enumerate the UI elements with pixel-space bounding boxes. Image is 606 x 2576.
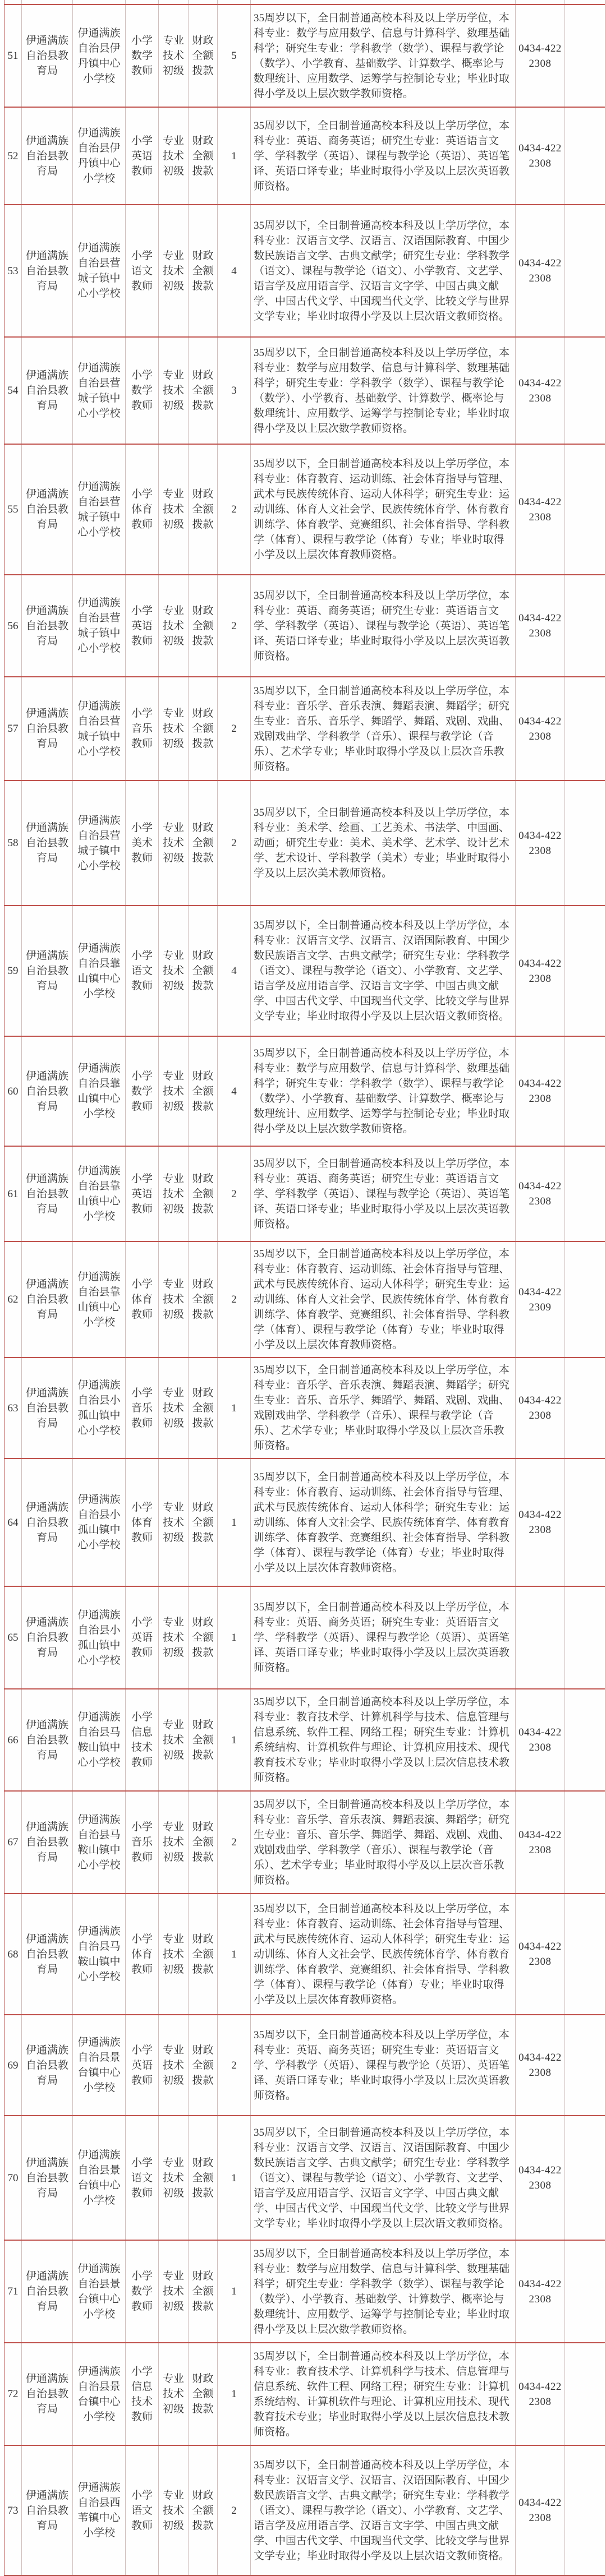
cell-remark-empty <box>565 1894 605 2015</box>
cell-position: 小学语文教师 <box>126 205 159 337</box>
cell-phone: 0434-4222308 <box>516 1458 565 1586</box>
cell-requirements: 35周岁以下，全日制普通高校本科及以上学历学位，本科专业：英语、商务英语；研究生专业：英语语言文学、学科教学（英语）、课程与教学论（英语）、英语笔译、英语口译专业；毕业时取得小学及以上层次英语教师资格。 <box>251 107 516 205</box>
cell-employer: 伊通满族自治县教育局 <box>22 906 73 1036</box>
cell-school: 伊通满族自治县营城子镇中心小学校 <box>73 205 126 337</box>
table-row <box>4 2343 605 2445</box>
cell-job-level: 专业技术初级 <box>159 2116 189 2240</box>
cell-headcount: 2 <box>218 781 251 906</box>
cell-employer: 伊通满族自治县教育局 <box>22 1458 73 1586</box>
cell-row-number: 54 <box>4 337 22 444</box>
cell-job-level: 专业技术初级 <box>159 205 189 337</box>
partial-cell <box>218 0 251 4</box>
cell-remark-empty <box>565 107 605 205</box>
cell-position: 小学英语教师 <box>126 575 159 677</box>
cell-school: 伊通满族自治县营城子镇中心小学校 <box>73 575 126 677</box>
cell-phone: 0434-4222308 <box>516 1791 565 1894</box>
partial-cell <box>516 0 565 4</box>
cell-requirements: 35周岁以下，全日制普通高校本科及以上学历学位，本科专业：教育技术学、计算机科学与技术、信息管理与信息系统、软件工程、网络工程；研究生专业：计算机系统结构、计算机软件与理论、计算机应用技术、现代教育技术专业；毕业时取得小学及以上层次信息技术教师资格。 <box>251 1689 516 1791</box>
cell-requirements: 35周岁以下，全日制普通高校本科及以上学历学位，本科专业：体育教育、运动训练、社会体育指导与管理、武术与民族传统体育、运动人体科学；研究生专业：运动训练、体育人文社会学、民族传统体育学、体育教育训练学、体育教学、竞赛组织、社会体育指导、学科教学（体育）、课程与教学论（体育）专业；毕业时取得小学及以上层次体育教师资格。 <box>251 444 516 575</box>
cell-school: 伊通满族自治县景台镇中心小学校 <box>73 2240 126 2343</box>
cell-remark-empty <box>565 781 605 906</box>
cell-requirements: 35周岁以下，全日制普通高校本科及以上学历学位，本科专业：体育教育、运动训练、社会体育指导与管理、武术与民族传统体育、运动人体科学；研究生专业：运动训练、体育人文社会学、民族传统体育学、体育教育训练学、体育教学、竞赛组织、社会体育指导、学科教学（体育）、课程与教学论（体育）专业；毕业时取得小学及以上层次体育教师资格。 <box>251 1241 516 1358</box>
cell-school: 伊通满族自治县靠山镇中心小学校 <box>73 1241 126 1358</box>
cell-position: 小学英语教师 <box>126 2015 159 2116</box>
cell-school: 伊通满族自治县马鞍山镇中心小学校 <box>73 1894 126 2015</box>
table-row <box>4 677 605 781</box>
partial-row-top <box>4 0 605 4</box>
cell-school: 伊通满族自治县靠山镇中心小学校 <box>73 1036 126 1146</box>
cell-phone: 0434-4222308 <box>516 337 565 444</box>
cell-requirements: 35周岁以下，全日制普通高校本科及以上学历学位，本科专业：英语、商务英语；研究生专业：英语语言文学、学科教学（英语）、课程与教学论（英语）、英语笔译、英语口译专业；毕业时取得小学及以上层次英语教师资格。 <box>251 1586 516 1689</box>
cell-row-number: 73 <box>4 2445 22 2575</box>
cell-employer: 伊通满族自治县教育局 <box>22 107 73 205</box>
partial-cell <box>159 0 189 4</box>
cell-row-number: 71 <box>4 2240 22 2343</box>
cell-position: 小学音乐教师 <box>126 1358 159 1458</box>
cell-funding-type: 财政全额拨款 <box>189 906 218 1036</box>
cell-position: 小学信息技术教师 <box>126 2343 159 2445</box>
cell-position: 小学美术教师 <box>126 781 159 906</box>
cell-requirements: 35周岁以下，全日制普通高校本科及以上学历学位，本科专业：英语、商务英语；研究生专业：英语语言文学、学科教学（英语）、课程与教学论（英语）、英语笔译、英语口译专业；毕业时取得小学及以上层次英语教师资格。 <box>251 1146 516 1241</box>
cell-school: 伊通满族自治县西苇镇中心小学校 <box>73 2445 126 2575</box>
cell-phone: 0434-4222308 <box>516 205 565 337</box>
cell-remark-empty <box>565 4 605 107</box>
partial-cell <box>189 0 218 4</box>
cell-employer: 伊通满族自治县教育局 <box>22 1146 73 1241</box>
cell-phone: 0434-4222308 <box>516 2445 565 2575</box>
cell-headcount: 1 <box>218 1458 251 1586</box>
cell-row-number: 56 <box>4 575 22 677</box>
cell-requirements: 35周岁以下，全日制普通高校本科及以上学历学位，本科专业：汉语言文学、汉语言、汉语国际教育、中国少数民族语言文学、古典文献学；研究生专业：学科教学（语文）、课程与教学论（语文）、小学教育、文艺学、语言学及应用语言学、汉语言文字学、中国古典文献学、中国古代文学、中国现当代文学、比较文学与世界文学专业；毕业时取得小学及以上层次语文教师资格。 <box>251 205 516 337</box>
cell-remark-empty <box>565 2445 605 2575</box>
cell-position: 小学数学教师 <box>126 1036 159 1146</box>
cell-school: 伊通满族自治县营城子镇中心小学校 <box>73 677 126 781</box>
cell-remark-empty <box>565 575 605 677</box>
cell-requirements: 35周岁以下，全日制普通高校本科及以上学历学位，本科专业：汉语言文学、汉语言、汉语国际教育、中国少数民族语言文学、古典文献学；研究生专业：学科教学（语文）、课程与教学论（语文）、小学教育、文艺学、语言学及应用语言学、汉语言文字学、中国古典文献学、中国古代文学、中国现当代文学、比较文学与世界文学专业；毕业时取得小学及以上层次语文教师资格。 <box>251 2445 516 2575</box>
cell-funding-type: 财政全额拨款 <box>189 2343 218 2445</box>
cell-remark-empty <box>565 1586 605 1689</box>
cell-funding-type: 财政全额拨款 <box>189 107 218 205</box>
cell-headcount: 1 <box>218 1586 251 1689</box>
table-row <box>4 1358 605 1458</box>
cell-job-level: 专业技术初级 <box>159 677 189 781</box>
cell-phone: 0434-4222308 <box>516 781 565 906</box>
cell-job-level: 专业技术初级 <box>159 4 189 107</box>
cell-phone: 0434-4222308 <box>516 444 565 575</box>
cell-employer: 伊通满族自治县教育局 <box>22 2343 73 2445</box>
cell-position: 小学音乐教师 <box>126 677 159 781</box>
cell-school: 伊通满族自治县靠山镇中心小学校 <box>73 906 126 1036</box>
cell-row-number: 66 <box>4 1689 22 1791</box>
cell-row-number: 63 <box>4 1358 22 1458</box>
cell-headcount: 2 <box>218 1146 251 1241</box>
cell-phone: 0434-4222308 <box>516 2015 565 2116</box>
cell-requirements: 35周岁以下，全日制普通高校本科及以上学历学位，本科专业：美术学、绘画、工艺美术、书法学、中国画、动画；研究生专业：美术、美术学、艺术学、设计艺术学、艺术设计、学科教学（美术）专业；毕业时取得小学及以上层次美术教师资格。 <box>251 781 516 906</box>
cell-employer: 伊通满族自治县教育局 <box>22 1894 73 2015</box>
cell-headcount: 2 <box>218 575 251 677</box>
cell-school: 伊通满族自治县马鞍山镇中心小学校 <box>73 1791 126 1894</box>
cell-funding-type: 财政全额拨款 <box>189 2445 218 2575</box>
cell-funding-type: 财政全额拨款 <box>189 4 218 107</box>
cell-funding-type: 财政全额拨款 <box>189 205 218 337</box>
cell-phone: 0434-4222308 <box>516 2343 565 2445</box>
cell-phone: 0434-4222308 <box>516 906 565 1036</box>
cell-phone: 0434-4222308 <box>516 677 565 781</box>
cell-row-number: 72 <box>4 2343 22 2445</box>
cell-phone: 0434-4222308 <box>516 2116 565 2240</box>
cell-headcount: 1 <box>218 2240 251 2343</box>
cell-row-number: 58 <box>4 781 22 906</box>
cell-row-number: 61 <box>4 1146 22 1241</box>
cell-headcount: 2 <box>218 2015 251 2116</box>
cell-requirements: 35周岁以下，全日制普通高校本科及以上学历学位，本科专业：体育教育、运动训练、社会体育指导与管理、武术与民族传统体育、运动人体科学；研究生专业：运动训练、体育人文社会学、民族传统体育学、体育教育训练学、体育教学、竞赛组织、社会体育指导、学科教学（体育）、课程与教学论（体育）专业；毕业时取得小学及以上层次体育教师资格。 <box>251 1894 516 2015</box>
cell-employer: 伊通满族自治县教育局 <box>22 2445 73 2575</box>
cell-funding-type: 财政全额拨款 <box>189 1458 218 1586</box>
cell-remark-empty <box>565 2015 605 2116</box>
cell-job-level: 专业技术初级 <box>159 2015 189 2116</box>
cell-headcount: 2 <box>218 2445 251 2575</box>
cell-requirements: 35周岁以下，全日制普通高校本科及以上学历学位，本科专业：音乐学、音乐表演、舞蹈表演、舞蹈学；研究生专业：音乐、音乐学、舞蹈学、舞蹈、戏剧、戏曲、戏剧戏曲学、学科教学（音乐）、课程与教学论（音乐）、艺术学专业；毕业时取得小学及以上层次音乐教师资格。 <box>251 677 516 781</box>
cell-headcount: 2 <box>218 1241 251 1358</box>
cell-employer: 伊通满族自治县教育局 <box>22 1791 73 1894</box>
table-row <box>4 575 605 677</box>
table-row <box>4 1894 605 2015</box>
cell-school: 伊通满族自治县小孤山镇中心小学校 <box>73 1586 126 1689</box>
cell-row-number: 62 <box>4 1241 22 1358</box>
cell-remark-empty <box>565 677 605 781</box>
cell-employer: 伊通满族自治县教育局 <box>22 1241 73 1358</box>
cell-employer: 伊通满族自治县教育局 <box>22 444 73 575</box>
cell-job-level: 专业技术初级 <box>159 1241 189 1358</box>
table-row <box>4 1689 605 1791</box>
cell-remark-empty <box>565 337 605 444</box>
cell-employer: 伊通满族自治县教育局 <box>22 781 73 906</box>
cell-employer: 伊通满族自治县教育局 <box>22 2116 73 2240</box>
cell-row-number: 60 <box>4 1036 22 1146</box>
cell-phone: 0434-4222308 <box>516 107 565 205</box>
cell-headcount: 1 <box>218 1358 251 1458</box>
cell-position: 小学体育教师 <box>126 1241 159 1358</box>
table-row <box>4 2240 605 2343</box>
cell-position: 小学英语教师 <box>126 1146 159 1241</box>
cell-remark-empty <box>565 1358 605 1458</box>
cell-funding-type: 财政全额拨款 <box>189 1036 218 1146</box>
cell-headcount: 1 <box>218 1894 251 2015</box>
cell-school: 伊通满族自治县小孤山镇中心小学校 <box>73 1358 126 1458</box>
cell-funding-type: 财政全额拨款 <box>189 1894 218 2015</box>
cell-funding-type: 财政全额拨款 <box>189 2116 218 2240</box>
cell-position: 小学数学教师 <box>126 337 159 444</box>
cell-phone: 0434-4222308 <box>516 1036 565 1146</box>
table-row <box>4 444 605 575</box>
cell-job-level: 专业技术初级 <box>159 781 189 906</box>
cell-position: 小学体育教师 <box>126 1894 159 2015</box>
cell-position: 小学语文教师 <box>126 2116 159 2240</box>
cell-job-level: 专业技术初级 <box>159 2445 189 2575</box>
table-row <box>4 906 605 1036</box>
cell-employer: 伊通满族自治县教育局 <box>22 337 73 444</box>
cell-funding-type: 财政全额拨款 <box>189 1146 218 1241</box>
cell-school: 伊通满族自治县马鞍山镇中心小学校 <box>73 1689 126 1791</box>
cell-headcount: 1 <box>218 2116 251 2240</box>
cell-employer: 伊通满族自治县教育局 <box>22 1358 73 1458</box>
cell-row-number: 51 <box>4 4 22 107</box>
cell-funding-type: 财政全额拨款 <box>189 575 218 677</box>
cell-job-level: 专业技术初级 <box>159 1586 189 1689</box>
cell-requirements: 35周岁以下，全日制普通高校本科及以上学历学位，本科专业：数学与应用数学、信息与计算科学、数理基础科学；研究生专业：学科教学（数学）、课程与教学论（数学）、小学教育、基础数学、计算数学、概率论与数理统计、应用数学、运筹学与控制论专业；毕业时取得小学及以上层次数学教师资格。 <box>251 2240 516 2343</box>
cell-phone: 0434-4222308 <box>516 575 565 677</box>
cell-job-level: 专业技术初级 <box>159 1358 189 1458</box>
cell-headcount: 5 <box>218 4 251 107</box>
cell-row-number: 69 <box>4 2015 22 2116</box>
cell-headcount: 2 <box>218 444 251 575</box>
cell-funding-type: 财政全额拨款 <box>189 1586 218 1689</box>
cell-remark-empty <box>565 1036 605 1146</box>
cell-funding-type: 财政全额拨款 <box>189 1241 218 1358</box>
cell-employer: 伊通满族自治县教育局 <box>22 4 73 107</box>
cell-phone: 0434-4222309 <box>516 1241 565 1358</box>
cell-requirements: 35周岁以下，全日制普通高校本科及以上学历学位，本科专业：体育教育、运动训练、社会体育指导与管理、武术与民族传统体育、运动人体科学；研究生专业：运动训练、体育人文社会学、民族传统体育学、体育教育训练学、体育教学、竞赛组织、社会体育指导、学科教学（体育）、课程与教学论（体育）专业；毕业时取得小学及以上层次体育教师资格。 <box>251 1458 516 1586</box>
cell-requirements: 35周岁以下，全日制普通高校本科及以上学历学位，本科专业：汉语言文学、汉语言、汉语国际教育、中国少数民族语言文学、古典文献学；研究生专业：学科教学（语文）、课程与教学论（语文）、小学教育、文艺学、语言学及应用语言学、汉语言文字学、中国古典文献学、中国古代文学、中国现当代文学、比较文学与世界文学专业；毕业时取得小学及以上层次语文教师资格。 <box>251 2116 516 2240</box>
cell-requirements: 35周岁以下，全日制普通高校本科及以上学历学位，本科专业：数学与应用数学、信息与计算科学、数理基础科学；研究生专业：学科教学（数学）、课程与教学论（数学）、小学教育、基础数学、计算数学、概率论与数理统计、应用数学、运筹学与控制论专业；毕业时取得小学及以上层次数学教师资格。 <box>251 337 516 444</box>
table-row <box>4 4 605 107</box>
cell-row-number: 59 <box>4 906 22 1036</box>
table-row <box>4 781 605 906</box>
cell-job-level: 专业技术初级 <box>159 1894 189 2015</box>
table-row <box>4 2116 605 2240</box>
cell-phone: 0434-4222308 <box>516 2240 565 2343</box>
cell-school: 伊通满族自治县营城子镇中心小学校 <box>73 781 126 906</box>
cell-funding-type: 财政全额拨款 <box>189 444 218 575</box>
cell-headcount: 1 <box>218 2343 251 2445</box>
partial-cell <box>565 0 605 4</box>
cell-school: 伊通满族自治县景台镇中心小学校 <box>73 2343 126 2445</box>
cell-school: 伊通满族自治县营城子镇中心小学校 <box>73 444 126 575</box>
cell-job-level: 专业技术初级 <box>159 1791 189 1894</box>
cell-funding-type: 财政全额拨款 <box>189 781 218 906</box>
cell-headcount: 2 <box>218 677 251 781</box>
cell-phone: 0434-4222308 <box>516 1894 565 2015</box>
cell-row-number: 68 <box>4 1894 22 2015</box>
cell-remark-empty <box>565 1689 605 1791</box>
cell-job-level: 专业技术初级 <box>159 575 189 677</box>
partial-cell <box>73 0 126 4</box>
cell-requirements: 35周岁以下，全日制普通高校本科及以上学历学位，本科专业：英语、商务英语；研究生专业：英语语言文学、学科教学（英语）、课程与教学论（英语）、英语笔译、英语口译专业；毕业时取得小学及以上层次英语教师资格。 <box>251 2015 516 2116</box>
table-row <box>4 1791 605 1894</box>
cell-job-level: 专业技术初级 <box>159 2343 189 2445</box>
cell-job-level: 专业技术初级 <box>159 1458 189 1586</box>
recruitment-table <box>4 0 605 2576</box>
cell-row-number: 64 <box>4 1458 22 1586</box>
table-row <box>4 1146 605 1241</box>
cell-job-level: 专业技术初级 <box>159 1036 189 1146</box>
cell-remark-empty <box>565 2343 605 2445</box>
cell-employer: 伊通满族自治县教育局 <box>22 575 73 677</box>
cell-employer: 伊通满族自治县教育局 <box>22 1689 73 1791</box>
table-row <box>4 2015 605 2116</box>
table-row <box>4 1036 605 1146</box>
cell-row-number: 70 <box>4 2116 22 2240</box>
table-row <box>4 1586 605 1689</box>
cell-requirements: 35周岁以下，全日制普通高校本科及以上学历学位，本科专业：英语、商务英语；研究生专业：英语语言文学、学科教学（英语）、课程与教学论（英语）、英语笔译、英语口译专业；毕业时取得小学及以上层次英语教师资格。 <box>251 575 516 677</box>
cell-phone: 0434-4222308 <box>516 1146 565 1241</box>
cell-remark-empty <box>565 205 605 337</box>
cell-remark-empty <box>565 2116 605 2240</box>
cell-row-number: 55 <box>4 444 22 575</box>
cell-funding-type: 财政全额拨款 <box>189 2015 218 2116</box>
cell-employer: 伊通满族自治县教育局 <box>22 2015 73 2116</box>
cell-row-number: 67 <box>4 1791 22 1894</box>
cell-position: 小学数学教师 <box>126 2240 159 2343</box>
cell-funding-type: 财政全额拨款 <box>189 2240 218 2343</box>
cell-phone: 0434-4222308 <box>516 4 565 107</box>
cell-phone <box>516 1586 565 1689</box>
cell-funding-type: 财政全额拨款 <box>189 337 218 444</box>
cell-row-number: 53 <box>4 205 22 337</box>
cell-job-level: 专业技术初级 <box>159 2240 189 2343</box>
cell-school: 伊通满族自治县伊丹镇中心小学校 <box>73 4 126 107</box>
cell-school: 伊通满族自治县景台镇中心小学校 <box>73 2015 126 2116</box>
cell-funding-type: 财政全额拨款 <box>189 1358 218 1458</box>
table-row <box>4 1241 605 1358</box>
cell-remark-empty <box>565 444 605 575</box>
cell-row-number: 57 <box>4 677 22 781</box>
cell-position: 小学英语教师 <box>126 1586 159 1689</box>
cell-headcount: 4 <box>218 205 251 337</box>
cell-headcount: 2 <box>218 1791 251 1894</box>
cell-row-number: 52 <box>4 107 22 205</box>
cell-school: 伊通满族自治县伊丹镇中心小学校 <box>73 107 126 205</box>
partial-cell <box>251 0 516 4</box>
cell-funding-type: 财政全额拨款 <box>189 1689 218 1791</box>
cell-employer: 伊通满族自治县教育局 <box>22 1586 73 1689</box>
cell-employer: 伊通满族自治县教育局 <box>22 205 73 337</box>
table-row <box>4 107 605 205</box>
cell-funding-type: 财政全额拨款 <box>189 1791 218 1894</box>
cell-position: 小学体育教师 <box>126 1458 159 1586</box>
partial-cell <box>22 0 73 4</box>
cell-headcount: 4 <box>218 906 251 1036</box>
cell-headcount: 1 <box>218 107 251 205</box>
table-row <box>4 2445 605 2575</box>
cell-position: 小学数学教师 <box>126 4 159 107</box>
cell-position: 小学信息技术教师 <box>126 1689 159 1791</box>
cell-headcount: 1 <box>218 1689 251 1791</box>
partial-cell <box>126 0 159 4</box>
cell-position: 小学音乐教师 <box>126 1791 159 1894</box>
cell-position: 小学英语教师 <box>126 107 159 205</box>
cell-job-level: 专业技术初级 <box>159 906 189 1036</box>
cell-requirements: 35周岁以下，全日制普通高校本科及以上学历学位，本科专业：汉语言文学、汉语言、汉语国际教育、中国少数民族语言文学、古典文献学；研究生专业：学科教学（语文）、课程与教学论（语文）、小学教育、文艺学、语言学及应用语言学、汉语言文字学、中国古典文献学、中国古代文学、中国现当代文学、比较文学与世界文学专业；毕业时取得小学及以上层次语文教师资格。 <box>251 906 516 1036</box>
cell-employer: 伊通满族自治县教育局 <box>22 677 73 781</box>
cell-school: 伊通满族自治县营城子镇中心小学校 <box>73 337 126 444</box>
cell-requirements: 35周岁以下，全日制普通高校本科及以上学历学位，本科专业：数学与应用数学、信息与计算科学、数理基础科学；研究生专业：学科教学（数学）、课程与教学论（数学）、小学教育、基础数学、计算数学、概率论与数理统计、应用数学、运筹学与控制论专业；毕业时取得小学及以上层次数学教师资格。 <box>251 1036 516 1146</box>
cell-school: 伊通满族自治县靠山镇中心小学校 <box>73 1146 126 1241</box>
cell-position: 小学语文教师 <box>126 906 159 1036</box>
cell-employer: 伊通满族自治县教育局 <box>22 2240 73 2343</box>
cell-remark-empty <box>565 1146 605 1241</box>
cell-job-level: 专业技术初级 <box>159 107 189 205</box>
cell-requirements: 35周岁以下，全日制普通高校本科及以上学历学位，本科专业：数学与应用数学、信息与计算科学、数理基础科学；研究生专业：学科教学（数学）、课程与教学论（数学）、小学教育、基础数学、计算数学、概率论与数理统计、应用数学、运筹学与控制论专业；毕业时取得小学及以上层次数学教师资格。 <box>251 4 516 107</box>
cell-remark-empty <box>565 1241 605 1358</box>
cell-requirements: 35周岁以下，全日制普通高校本科及以上学历学位，本科专业：音乐学、音乐表演、舞蹈表演、舞蹈学；研究生专业：音乐、音乐学、舞蹈学、舞蹈、戏剧、戏曲、戏剧戏曲学、学科教学（音乐）、课程与教学论（音乐）、艺术学专业；毕业时取得小学及以上层次音乐教师资格。 <box>251 1358 516 1458</box>
partial-cell <box>4 0 22 4</box>
cell-phone: 0434-4222308 <box>516 1689 565 1791</box>
cell-school: 伊通满族自治县景台镇中心小学校 <box>73 2116 126 2240</box>
cell-requirements: 35周岁以下，全日制普通高校本科及以上学历学位，本科专业：教育技术学、计算机科学与技术、信息管理与信息系统、软件工程、网络工程；研究生专业：计算机系统结构、计算机软件与理论、计算机应用技术、现代教育技术专业；毕业时取得小学及以上层次信息技术教师资格。 <box>251 2343 516 2445</box>
cell-job-level: 专业技术初级 <box>159 1689 189 1791</box>
cell-requirements: 35周岁以下，全日制普通高校本科及以上学历学位，本科专业：音乐学、音乐表演、舞蹈表演、舞蹈学；研究生专业：音乐、音乐学、舞蹈学、舞蹈、戏剧、戏曲、戏剧戏曲学、学科教学（音乐）、课程与教学论（音乐）、艺术学专业；毕业时取得小学及以上层次音乐教师资格。 <box>251 1791 516 1894</box>
table-row <box>4 205 605 337</box>
cell-funding-type: 财政全额拨款 <box>189 677 218 781</box>
cell-headcount: 3 <box>218 337 251 444</box>
table-body <box>4 0 605 2575</box>
cell-job-level: 专业技术初级 <box>159 337 189 444</box>
cell-remark-empty <box>565 2240 605 2343</box>
cell-remark-empty <box>565 1458 605 1586</box>
cell-job-level: 专业技术初级 <box>159 444 189 575</box>
cell-school: 伊通满族自治县小孤山镇中心小学校 <box>73 1458 126 1586</box>
cell-position: 小学语文教师 <box>126 2445 159 2575</box>
cell-row-number: 65 <box>4 1586 22 1689</box>
table-row <box>4 337 605 444</box>
cell-phone: 0434-4222308 <box>516 1358 565 1458</box>
cell-employer: 伊通满族自治县教育局 <box>22 1036 73 1146</box>
cell-remark-empty <box>565 1791 605 1894</box>
cell-position: 小学体育教师 <box>126 444 159 575</box>
cell-remark-empty <box>565 906 605 1036</box>
cell-job-level: 专业技术初级 <box>159 1146 189 1241</box>
table-row <box>4 1458 605 1586</box>
cell-headcount: 4 <box>218 1036 251 1146</box>
